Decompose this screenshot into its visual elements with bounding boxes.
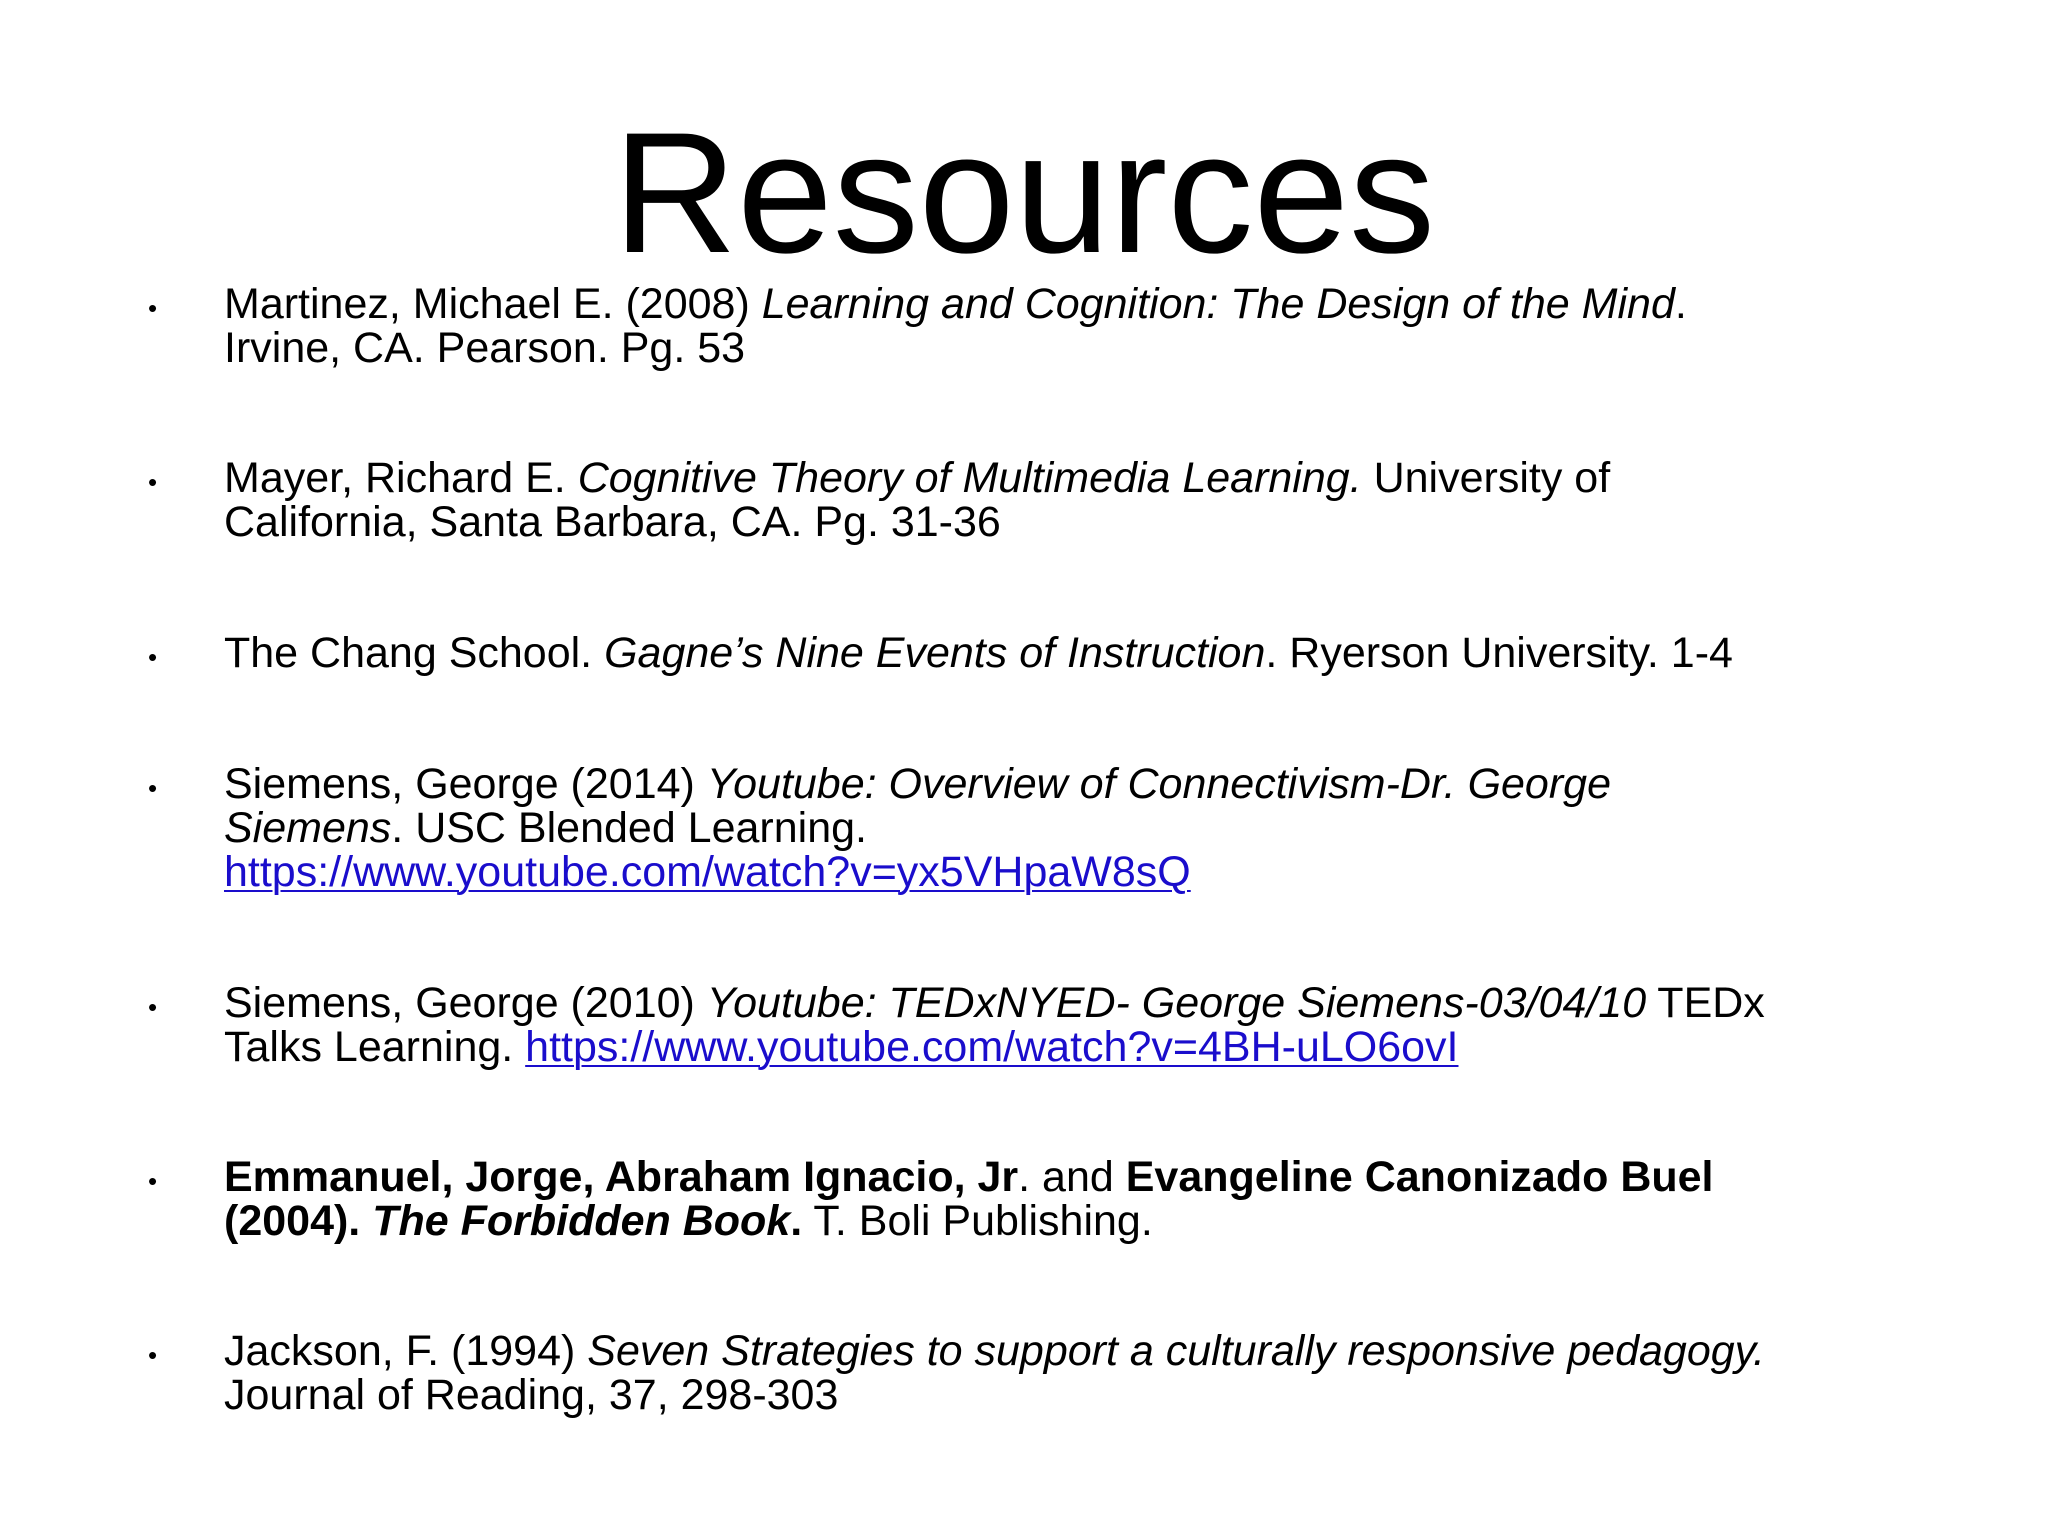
bullet-icon: • [148,642,158,672]
youtube-link-tedx[interactable]: https://www.youtube.com/watch?v=4BH-uLO6ovI [525,1023,1459,1071]
bullet-icon: • [148,1340,158,1370]
reference-text [224,762,1948,894]
reference-item-martinez [148,282,1948,370]
reference-item-jackson [148,1329,1948,1417]
reference-author: Siemens, George (2014) [224,760,707,808]
reference-title: Youtube: Overview of Connectivism-Dr. George [706,760,1611,808]
reference-author: Jackson, F. (1994) [224,1327,588,1375]
reference-item-siemens-2010 [148,981,1948,1069]
reference-text [224,981,1948,1069]
reference-details: TEDx [1646,979,1765,1027]
youtube-link-connectivism[interactable]: https://www.youtube.com/watch?v=yx5VHpaW8sQ [224,848,1191,896]
reference-title: Youtube: TEDxNYED- George Siemens-03/04/10 [706,979,1647,1027]
reference-author: The Chang School. [224,629,605,677]
reference-details: University of [1361,454,1611,502]
reference-author-primary: Emmanuel, Jorge, Abraham Ignacio, Jr [224,1153,1019,1201]
reference-title: The Forbidden Book [372,1197,791,1245]
reference-author: Siemens, George (2010) [224,979,707,1027]
reference-author-secondary: Evangeline Canonizado Buel [1125,1153,1714,1201]
reference-title: Cognitive Theory of Multimedia Learning. [577,454,1362,502]
reference-details: . [1674,280,1687,328]
reference-text [224,282,1948,370]
reference-author: Martinez, Michael E. (2008) [224,280,762,328]
reference-title-period: . [790,1197,803,1245]
reference-title: Gagne’s Nine Events of Instruction [604,629,1266,677]
bullet-icon: • [148,1166,158,1196]
reference-item-siemens-2014 [148,762,1948,894]
reference-details: . Ryerson University. 1-4 [1265,629,1733,677]
reference-author: Mayer, Richard E. [224,454,578,502]
reference-title-continued: Siemens [224,804,392,852]
bullet-icon: • [148,992,158,1022]
reference-publisher: California, Santa Barbara, CA. Pg. 31-36 [224,498,1001,546]
reference-text [224,631,1948,675]
reference-year: (2004). [224,1197,373,1245]
reference-publisher: T. Boli Publishing. [802,1197,1153,1245]
reference-text [224,456,1948,544]
reference-title: Learning and Cognition: The Design of the Mind [761,280,1675,328]
reference-text [224,1329,1948,1417]
reference-connector: . and [1018,1153,1126,1201]
reference-item-emmanuel [148,1155,1948,1243]
reference-text [224,1155,1948,1243]
reference-publisher: Irvine, CA. Pearson. Pg. 53 [224,324,746,372]
reference-publisher: Talks Learning. [224,1023,526,1071]
bullet-icon: • [148,467,158,497]
reference-item-mayer [148,456,1948,544]
reference-journal: Journal of Reading, 37, 298-303 [224,1371,839,1419]
slide-title: Resources [612,97,1436,289]
bullet-icon: • [148,773,158,803]
bullet-icon: • [148,293,158,323]
reference-details: . USC Blended Learning. [391,804,867,852]
reference-title: Seven Strategies to support a culturally responsive pedagogy. [587,1327,1765,1375]
reference-item-chang-school [148,631,1948,679]
